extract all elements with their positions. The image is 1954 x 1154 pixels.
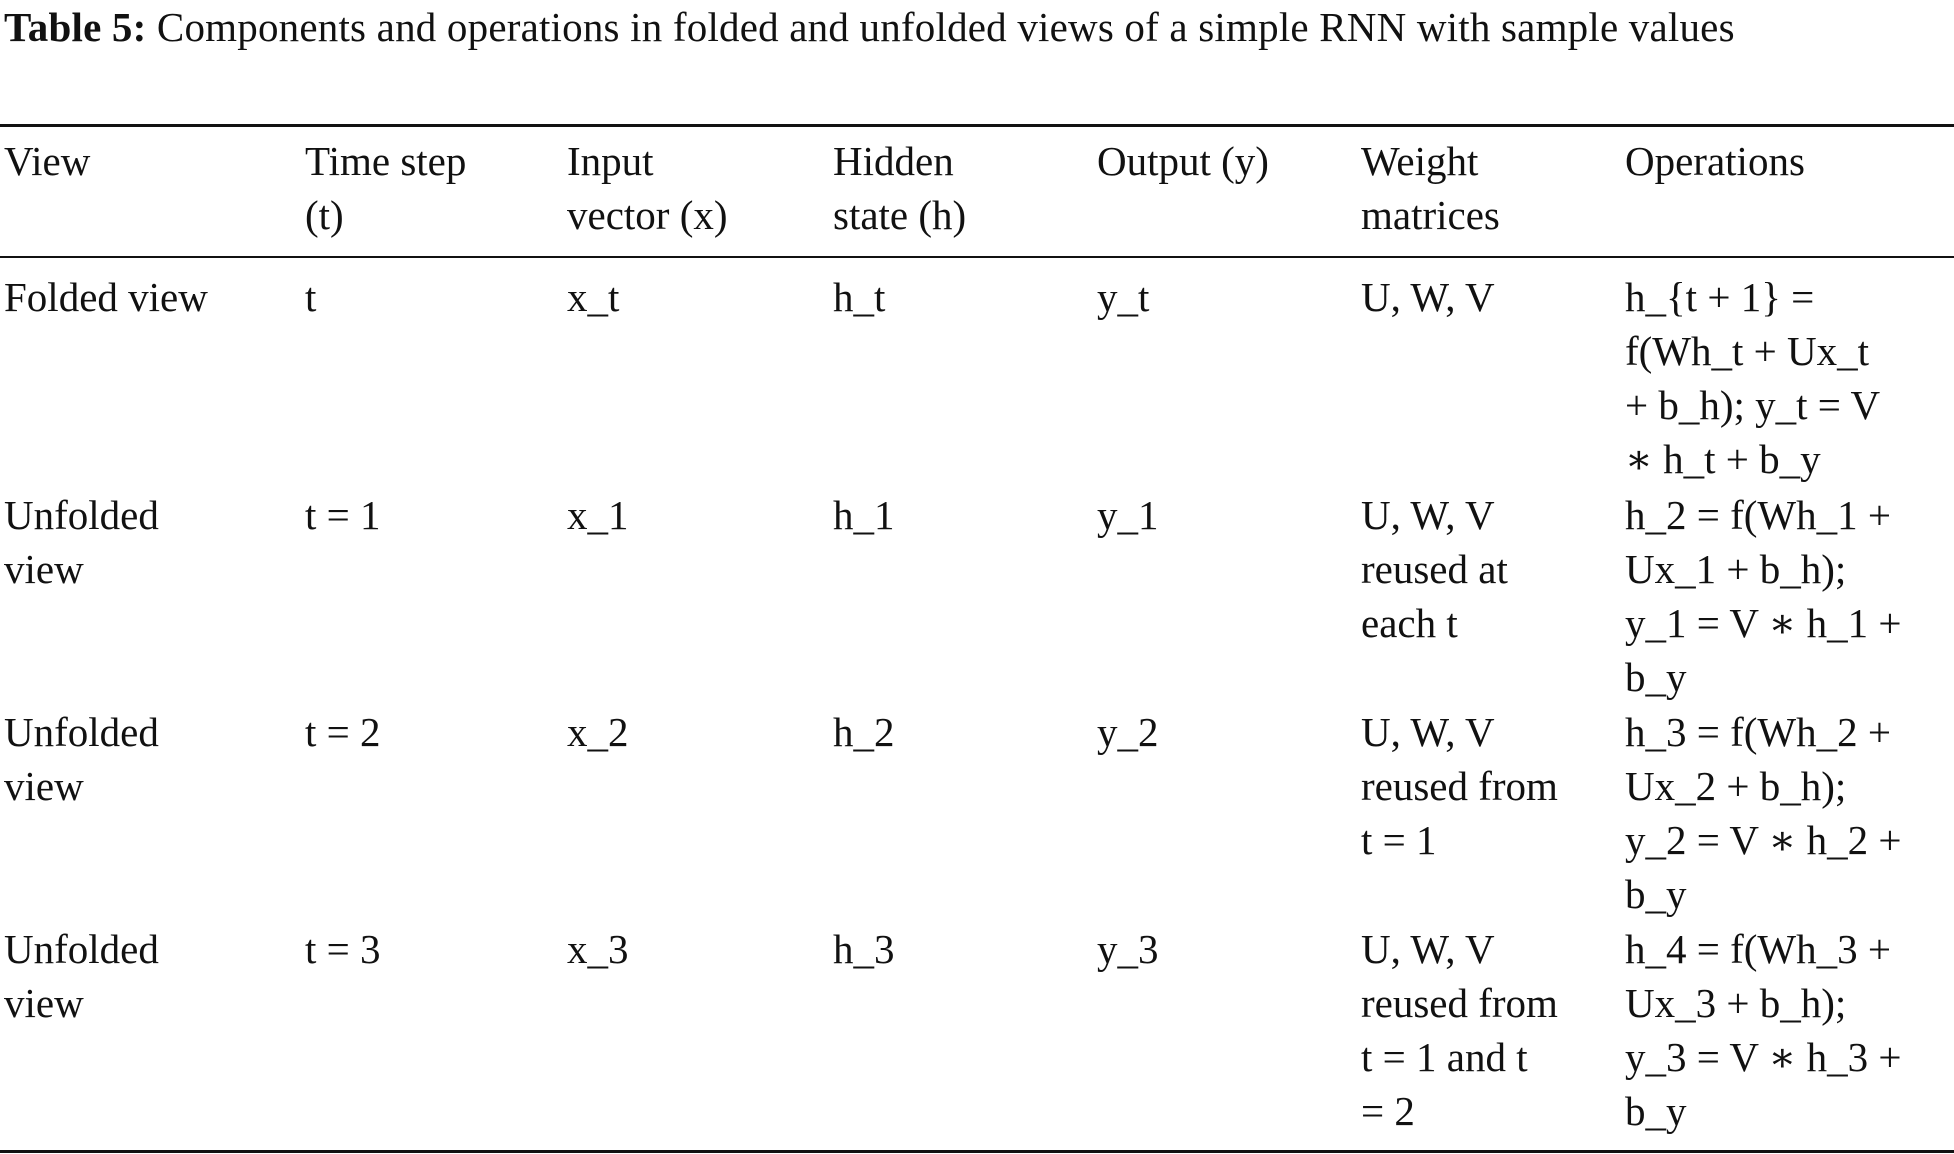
cell-text: U, W, V: [1361, 926, 1495, 972]
header-text: Hidden: [833, 138, 954, 184]
table-row: [0, 922, 1954, 1152]
cell-text: b_y: [1625, 871, 1687, 917]
cell-operations: [1625, 488, 1954, 705]
table-header-rule: [0, 256, 1954, 258]
cell-text: h_{t + 1} =: [1625, 274, 1815, 320]
header-text: Time step: [305, 138, 467, 184]
cell-text: ∗ h_t + b_y: [1625, 436, 1821, 482]
header-row: [0, 134, 1954, 242]
cell-text: Folded view: [4, 274, 208, 320]
table-row: [0, 488, 1954, 705]
cell-text: reused from: [1361, 980, 1558, 1026]
cell-output: [1097, 922, 1361, 1152]
table-row: [0, 270, 1954, 488]
cell-text: x_1: [567, 492, 629, 538]
table-caption: [4, 0, 1949, 54]
cell-text: t = 3: [305, 926, 381, 972]
cell-text: Unfolded: [4, 492, 159, 538]
cell-time-step: [301, 922, 567, 1152]
cell-text: U, W, V: [1361, 492, 1495, 538]
table-caption-text: Components and operations in folded and unfolded views of a simple RNN with sample values: [146, 4, 1735, 50]
cell-time-step: [301, 705, 567, 922]
cell-text: U, W, V: [1361, 709, 1495, 755]
cell-hidden-state: [833, 922, 1097, 1152]
cell-view: [0, 922, 301, 1152]
cell-text: t = 1: [305, 492, 381, 538]
cell-input-vector: [567, 488, 833, 705]
header-view: [0, 134, 301, 242]
cell-text: + b_h); y_t = V: [1625, 382, 1881, 428]
header-text: vector (x): [567, 192, 728, 238]
cell-text: h_t: [833, 274, 886, 320]
cell-text: y_1 = V ∗ h_1 +: [1625, 600, 1902, 646]
cell-operations: [1625, 270, 1954, 488]
cell-input-vector: [567, 922, 833, 1152]
cell-hidden-state: [833, 488, 1097, 705]
cell-text: x_t: [567, 274, 620, 320]
cell-text: y_2 = V ∗ h_2 +: [1625, 817, 1902, 863]
table-header: [0, 134, 1954, 242]
cell-text: t = 2: [305, 709, 381, 755]
header-input-vector: [567, 134, 833, 242]
cell-text: h_2: [833, 709, 895, 755]
cell-text: view: [4, 546, 84, 592]
cell-text: reused at: [1361, 546, 1508, 592]
cell-hidden-state: [833, 270, 1097, 488]
cell-text: h_1: [833, 492, 895, 538]
cell-text: f(Wh_t + Ux_t: [1625, 328, 1870, 374]
cell-text: reused from: [1361, 763, 1558, 809]
cell-weight-matrices: [1361, 922, 1625, 1152]
cell-view: [0, 705, 301, 922]
cell-text: t: [305, 274, 317, 320]
cell-text: y_3 = V ∗ h_3 +: [1625, 1034, 1902, 1080]
cell-operations: [1625, 705, 1954, 922]
cell-time-step: [301, 270, 567, 488]
table-row: [0, 705, 1954, 922]
cell-input-vector: [567, 705, 833, 922]
cell-text: h_3: [833, 926, 895, 972]
cell-input-vector: [567, 270, 833, 488]
cell-text: x_3: [567, 926, 629, 972]
cell-view: [0, 270, 301, 488]
cell-text: b_y: [1625, 654, 1687, 700]
cell-output: [1097, 705, 1361, 922]
cell-view: [0, 488, 301, 705]
cell-operations: [1625, 922, 1954, 1152]
header-text: View: [4, 138, 91, 184]
cell-text: y_1: [1097, 492, 1159, 538]
cell-output: [1097, 270, 1361, 488]
header-text: (t): [305, 192, 344, 238]
header-text: Operations: [1625, 138, 1805, 184]
cell-weight-matrices: [1361, 270, 1625, 488]
table-body: [0, 270, 1954, 1152]
cell-text: view: [4, 980, 84, 1026]
header-text: Weight: [1361, 138, 1479, 184]
header-text: Output (y): [1097, 138, 1269, 184]
cell-text: h_3 = f(Wh_2 +: [1625, 709, 1891, 755]
cell-text: t = 1: [1361, 817, 1437, 863]
header-text: Input: [567, 138, 654, 184]
cell-text: t = 1 and t: [1361, 1034, 1528, 1080]
header-operations: [1625, 134, 1954, 242]
table-top-rule: [0, 124, 1954, 127]
cell-text: view: [4, 763, 84, 809]
header-output: [1097, 134, 1361, 242]
cell-text: Ux_1 + b_h);: [1625, 546, 1847, 592]
cell-text: Unfolded: [4, 926, 159, 972]
cell-text: y_3: [1097, 926, 1159, 972]
cell-text: = 2: [1361, 1088, 1415, 1134]
cell-text: x_2: [567, 709, 629, 755]
cell-text: each t: [1361, 600, 1458, 646]
cell-text: h_4 = f(Wh_3 +: [1625, 926, 1891, 972]
cell-text: Ux_2 + b_h);: [1625, 763, 1847, 809]
cell-output: [1097, 488, 1361, 705]
header-time-step: [301, 134, 567, 242]
header-weight-matrices: [1361, 134, 1625, 242]
cell-time-step: [301, 488, 567, 705]
cell-text: b_y: [1625, 1088, 1687, 1134]
header-text: matrices: [1361, 192, 1500, 238]
cell-weight-matrices: [1361, 488, 1625, 705]
cell-text: Unfolded: [4, 709, 159, 755]
cell-text: h_2 = f(Wh_1 +: [1625, 492, 1891, 538]
table-caption-label: Table 5:: [4, 4, 147, 50]
cell-text: y_2: [1097, 709, 1159, 755]
cell-hidden-state: [833, 705, 1097, 922]
header-text: state (h): [833, 192, 967, 238]
cell-text: U, W, V: [1361, 274, 1495, 320]
cell-text: y_t: [1097, 274, 1150, 320]
header-hidden-state: [833, 134, 1097, 242]
cell-weight-matrices: [1361, 705, 1625, 922]
cell-text: Ux_3 + b_h);: [1625, 980, 1847, 1026]
